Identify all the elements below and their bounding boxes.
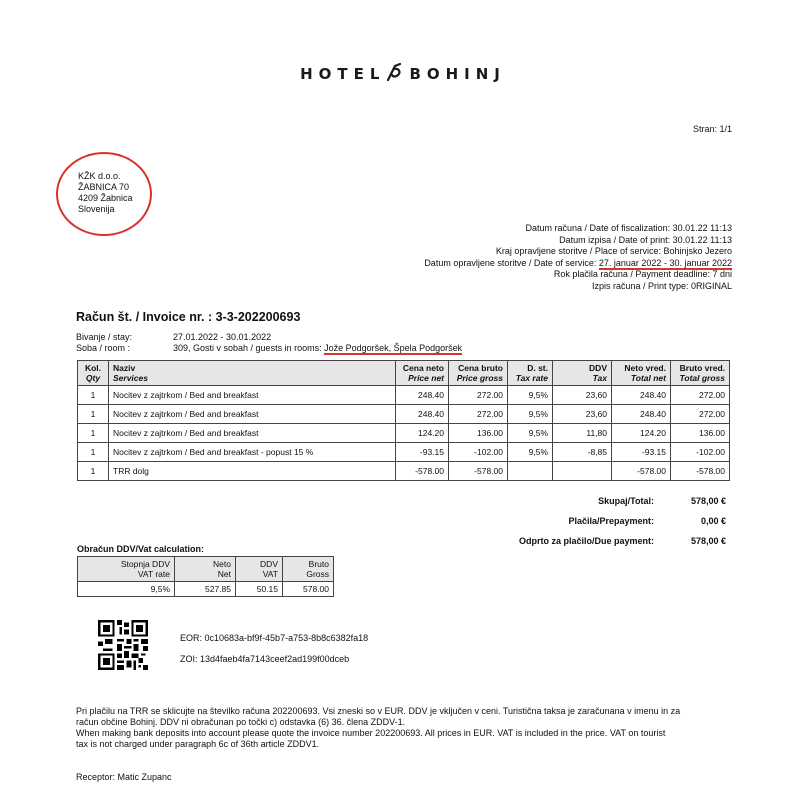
recipient-street: ŽABNICA 70 [78,182,130,192]
logo-mark-icon [385,62,405,84]
col-services: Naziv Services [109,361,396,386]
col-tax: DDV Tax [553,361,612,386]
totals-block [466,491,726,551]
total-row: Skupaj/Total: 578,00 € [598,496,726,506]
room-label: Soba / room : [76,343,131,353]
stay-value: 27.01.2022 - 30.01.2022 [173,332,272,342]
vat-row: 9,5% 527.85 50.15 578.00 [78,582,334,597]
qr-code-icon [97,620,149,670]
col-total-gross: Bruto vred. Total gross [671,361,730,386]
services-table [77,360,730,481]
footer-en-line2: tax is not charged under paragraph 6c of 36th article ZDDV1. [76,739,320,749]
fiscalization-date: Datum računa / Date of fiscalization: 30.01.22 11:13 [525,223,732,233]
col-price-gross: Cena bruto Price gross [449,361,508,386]
page-number: Stran: 1/1 [692,124,732,134]
col-tax-rate: D. st. Tax rate [508,361,553,386]
hotel-logo [0,62,806,84]
recipient-country: Slovenija [78,204,115,214]
brand-left: HOTEL [300,65,386,83]
recipient-company: KŽK d.o.o. [78,171,121,181]
room-value: 309, Gosti v sobah / guests in rooms: [173,343,325,353]
table-row: 1 Nocitev z zajtrkom / Bed and breakfast 124.20 136.00 9,5% 11,80 124.20 136.00 [78,424,730,443]
print-date: Datum izpisa / Date of print: 30.01.22 11:13 [559,234,732,245]
payment-deadline: Rok plačila računa / Payment deadline: 7 dni [553,269,732,279]
fiscal-codes [180,628,368,670]
receptor: Receptor: Matic Zupanc [76,772,172,782]
footer-sl-line2: račun občine Bohinj. DDV ni obračunan po točki c) odstavka (6) 36. člena ZDDV-1. [76,717,406,727]
table-row: 1 TRR dolg -578.00 -578.00 -578.00 -578.00 [78,462,730,481]
footer-notes [76,706,736,750]
col-qty: Kol. Qty [78,361,109,386]
service-date-label: Datum opravljene storitve / Date of service: [424,257,599,268]
table-row: 1 Nocitev z zajtrkom / Bed and breakfast - popust 15 % -93.15 -102.00 9,5% -8,85 -93.15 -102.00 [78,443,730,462]
services-header-row [78,361,730,386]
footer-en-line1: When making bank deposits into account please quote the invoice number 202200693. All prices in EUR. VAT is included in the price. VAT on tourist [76,728,666,738]
stay-label: Bivanje / stay: [76,332,133,342]
vat-table [77,556,334,597]
recipient-address [78,171,133,215]
guest-names: Jože Podgoršek, Špela Podgoršek [324,343,463,353]
service-date [424,258,732,270]
invoice-meta [424,223,732,292]
recipient-city: 4209 Žabnica [78,193,133,203]
place-of-service: Kraj opravljene storitve / Place of service: Bohinjsko Jezero [495,246,732,256]
due-payment-row: Odprto za plačilo/Due payment: 578,00 € [518,536,726,546]
service-date-range: 27. januar 2022 - 30. januar 2022 [598,257,732,268]
prepayment-row: Plačila/Prepayment: 0,00 € [568,516,726,526]
brand-right: BOHINJ [409,65,506,83]
vat-title: Obračun DDV/Vat calculation: [77,544,205,554]
table-row: 1 Nocitev z zajtrkom / Bed and breakfast 248.40 272.00 9,5% 23,60 248.40 272.00 [78,386,730,405]
stay-info [76,332,462,354]
zoi-code: ZOI: 13d4faeb4fa7143ceef2ad199f00dceb [180,654,350,664]
footer-sl-line1: Pri plačilu na TRR se sklicujte na številko računa 202200693. Vsi zneski so v EUR. DDV je vključen v ceni. Turistična taksa je zaračunana v imenu in za [76,706,681,716]
invoice-heading: Račun št. / Invoice nr. : 3-3-202200693 [76,310,301,324]
col-total-net: Neto vred. Total net [612,361,671,386]
vat-header-row: Stopnja DDV VAT rate Neto Net DDV VAT Bruto Gross [78,557,334,582]
table-row: 1 Nocitev z zajtrkom / Bed and breakfast 248.40 272.00 9,5% 23,60 248.40 272.00 [78,405,730,424]
print-type: Izpis računa / Print type: 0RIGINAL [591,280,732,291]
col-price-net: Cena neto Price net [396,361,449,386]
eor-code: EOR: 0c10683a-bf9f-45b7-a753-8b8c6382fa18 [180,633,369,643]
